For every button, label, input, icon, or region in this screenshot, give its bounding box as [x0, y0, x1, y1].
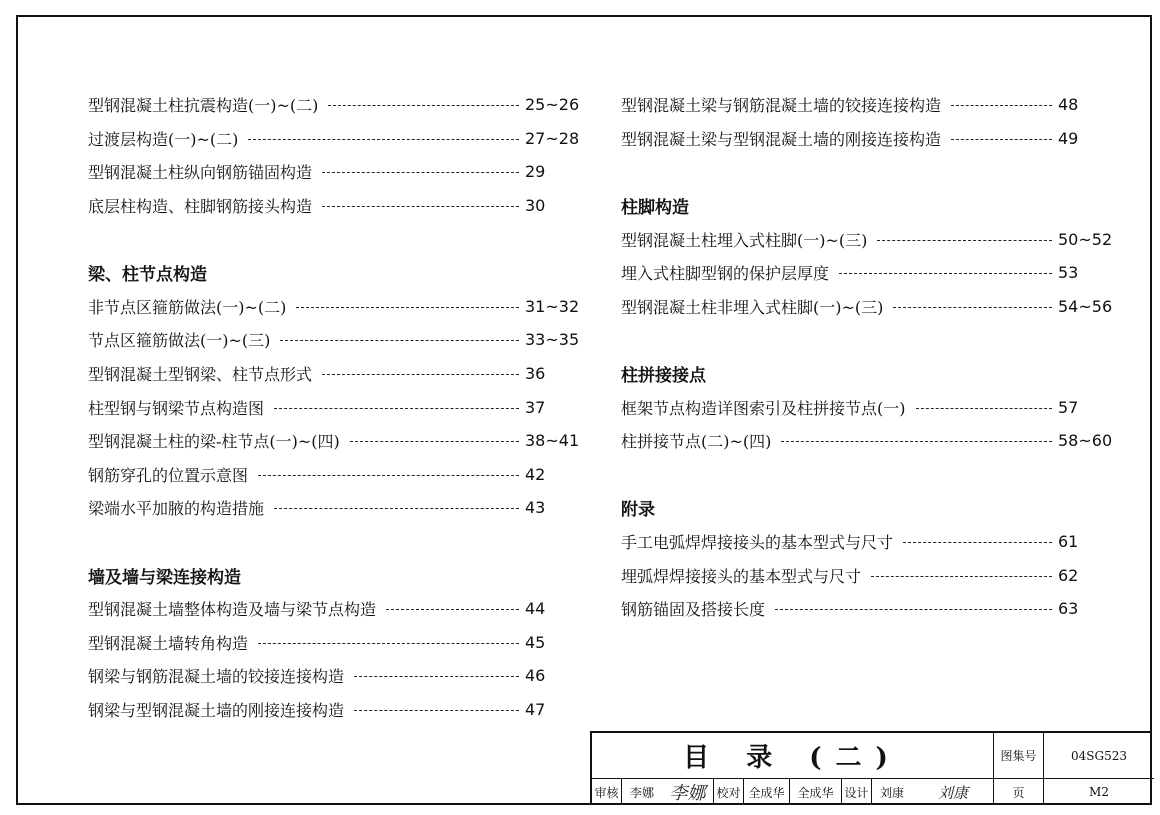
- toc-entry-title: 型钢混凝土柱埋入式柱脚(一)~(三): [621, 230, 868, 250]
- toc-entry: [88, 88, 583, 122]
- dashed-leader-line: [322, 374, 519, 375]
- atlas-number: 04SG523: [1044, 733, 1154, 779]
- toc-entry-title: 过渡层构造(一)~(二): [88, 129, 239, 149]
- toc-entry-title: 型钢混凝土墙整体构造及墙与梁节点构造: [88, 600, 377, 620]
- section-spacer: [621, 458, 1116, 492]
- toc-entry: [88, 189, 583, 223]
- toc-right-column: [621, 88, 1116, 626]
- toc-entry-title: 框架节点构造详图索引及柱拼接节点(一): [621, 398, 906, 418]
- toc-entry-page: 43: [525, 498, 546, 518]
- toc-entry: [621, 390, 1116, 424]
- signature-row: [592, 779, 994, 805]
- toc-entry-title: 梁端水平加腋的构造措施: [88, 499, 265, 519]
- dashed-leader-line: [386, 609, 519, 610]
- checker-signature: 全成华: [790, 779, 842, 805]
- section-heading: 墙及墙与梁连接构造: [88, 567, 241, 588]
- page-label: 页: [994, 779, 1044, 805]
- toc-entry-page: 62: [1058, 565, 1079, 585]
- toc-entry-page: 37: [525, 397, 546, 417]
- toc-entry-page: 57: [1058, 397, 1079, 417]
- toc-entry-title: 钢筋穿孔的位置示意图: [88, 465, 249, 485]
- section-spacer: [88, 222, 583, 256]
- toc-entry-page: 29: [525, 162, 546, 182]
- toc-entry-title: 底层柱构造、柱脚钢筋接头构造: [88, 197, 313, 217]
- toc-entry-title: 钢筋锚固及搭接长度: [621, 600, 766, 620]
- toc-entry: [621, 558, 1116, 592]
- dashed-leader-line: [903, 542, 1052, 543]
- toc-entry-page: 50~52: [1058, 229, 1113, 249]
- dashed-leader-line: [916, 408, 1053, 409]
- checker-name: 全成华: [744, 779, 790, 805]
- toc-entry-page: 49: [1058, 128, 1079, 148]
- toc-entry-title: 型钢混凝土柱纵向钢筋锚固构造: [88, 163, 313, 183]
- toc-entry-page: 25~26: [525, 95, 580, 115]
- toc-entry-title: 埋弧焊焊接接头的基本型式与尺寸: [621, 566, 862, 586]
- toc-entry-page: 53: [1058, 263, 1079, 283]
- toc-entry-page: 42: [525, 464, 546, 484]
- dashed-leader-line: [877, 240, 1052, 241]
- dashed-leader-line: [354, 676, 519, 677]
- section-spacer: [88, 525, 583, 559]
- toc-entry-page: 44: [525, 599, 546, 619]
- dashed-leader-line: [248, 139, 519, 140]
- reviewer-signature: 李娜: [662, 779, 714, 805]
- section-spacer: [621, 323, 1116, 357]
- title-block: [590, 731, 1152, 805]
- toc-entry: [621, 88, 1116, 122]
- toc-entry-page: 47: [525, 699, 546, 719]
- toc-entry-title: 型钢混凝土梁与型钢混凝土墙的刚接连接构造: [621, 129, 942, 149]
- toc-entry: [621, 122, 1116, 156]
- dashed-leader-line: [951, 105, 1052, 106]
- section-spacer: [621, 155, 1116, 189]
- toc-entry: [621, 222, 1116, 256]
- dashed-leader-line: [258, 475, 519, 476]
- dashed-leader-line: [274, 408, 519, 409]
- toc-entry-page: 48: [1058, 95, 1079, 115]
- toc-entry-title: 型钢混凝土柱抗震构造(一)~(二): [88, 96, 319, 116]
- toc-entry-title: 型钢混凝土梁与钢筋混凝土墙的铰接连接构造: [621, 96, 942, 116]
- toc-entry: [88, 592, 583, 626]
- toc-entry-page: 30: [525, 196, 546, 216]
- toc-entry-title: 型钢混凝土墙转角构造: [88, 633, 249, 653]
- toc-entry-title: 柱型钢与钢梁节点构造图: [88, 398, 265, 418]
- dashed-leader-line: [839, 273, 1052, 274]
- toc-entry-title: 埋入式柱脚型钢的保护层厚度: [621, 264, 830, 284]
- dashed-leader-line: [871, 576, 1052, 577]
- toc-entry-title: 型钢混凝土柱非埋入式柱脚(一)~(三): [621, 297, 884, 317]
- section-heading: 附录: [621, 500, 655, 521]
- toc-entry-title: 非节点区箍筋做法(一)~(二): [88, 297, 287, 317]
- toc-entry-page: 31~32: [525, 296, 580, 316]
- toc-entry: [621, 290, 1116, 324]
- toc-entry: [621, 525, 1116, 559]
- dashed-leader-line: [781, 441, 1052, 442]
- toc-entry: [88, 659, 583, 693]
- dashed-leader-line: [280, 340, 519, 341]
- toc-entry: [88, 458, 583, 492]
- dashed-leader-line: [893, 307, 1052, 308]
- toc-entry: [88, 491, 583, 525]
- toc-entry-title: 手工电弧焊焊接接头的基本型式与尺寸: [621, 533, 894, 553]
- dashed-leader-line: [350, 441, 519, 442]
- toc-entry-title: 钢梁与型钢混凝土墙的刚接连接构造: [88, 700, 345, 720]
- page-number: M2: [1089, 785, 1109, 799]
- dashed-leader-line: [354, 710, 519, 711]
- sheet-title: 目 录 (二): [592, 733, 994, 779]
- toc-entry-page: 63: [1058, 599, 1079, 619]
- toc-entry-title: 型钢混凝土型钢梁、柱节点形式: [88, 365, 313, 385]
- toc-entry: [88, 290, 583, 324]
- toc-entry-title: 柱拼接节点(二)~(四): [621, 432, 772, 452]
- dashed-leader-line: [328, 105, 519, 106]
- toc-entry-page: 36: [525, 364, 546, 384]
- toc-left-column: [88, 88, 583, 726]
- toc-entry: [88, 626, 583, 660]
- dashed-leader-line: [322, 206, 519, 207]
- toc-entry: [88, 424, 583, 458]
- toc-entry-title: 节点区箍筋做法(一)~(三): [88, 331, 271, 351]
- toc-entry: [621, 424, 1116, 458]
- toc-entry-page: 54~56: [1058, 296, 1113, 316]
- toc-entry-page: 33~35: [525, 330, 580, 350]
- dashed-leader-line: [951, 139, 1052, 140]
- check-label: 校对: [714, 779, 744, 805]
- dashed-leader-line: [296, 307, 519, 308]
- toc-entry: [88, 155, 583, 189]
- toc-entry: [621, 592, 1116, 626]
- dashed-leader-line: [322, 172, 519, 173]
- atlas-number-label: 图集号: [994, 733, 1044, 779]
- toc-entry: [88, 357, 583, 391]
- designer-signature: 刘康: [937, 783, 968, 802]
- toc-entry: [88, 390, 583, 424]
- toc-entry-page: 61: [1058, 532, 1079, 552]
- designer-name: 刘康: [879, 785, 904, 800]
- toc-entry-title: 型钢混凝土柱的梁-柱节点(一)~(四): [88, 432, 340, 452]
- toc-entry-page: 45: [525, 632, 546, 652]
- toc-entry: [88, 323, 583, 357]
- reviewer-name: 李娜: [629, 785, 654, 800]
- toc-entry-page: 27~28: [525, 128, 580, 148]
- section-heading: 梁、柱节点构造: [88, 265, 207, 286]
- toc-entry-page: 38~41: [525, 431, 580, 451]
- dashed-leader-line: [775, 609, 1052, 610]
- section-heading: 柱拼接接点: [621, 366, 706, 387]
- review-label: 审核: [592, 779, 622, 805]
- toc-entry-title: 钢梁与钢筋混凝土墙的铰接连接构造: [88, 667, 345, 687]
- toc-entry: [621, 256, 1116, 290]
- section-heading: 柱脚构造: [621, 198, 689, 219]
- design-label: 设计: [842, 779, 872, 805]
- toc-entry-page: 58~60: [1058, 431, 1113, 451]
- toc-entry: [88, 122, 583, 156]
- toc-entry-page: 46: [525, 666, 546, 686]
- dashed-leader-line: [258, 643, 519, 644]
- dashed-leader-line: [274, 508, 519, 509]
- toc-entry: [88, 693, 583, 727]
